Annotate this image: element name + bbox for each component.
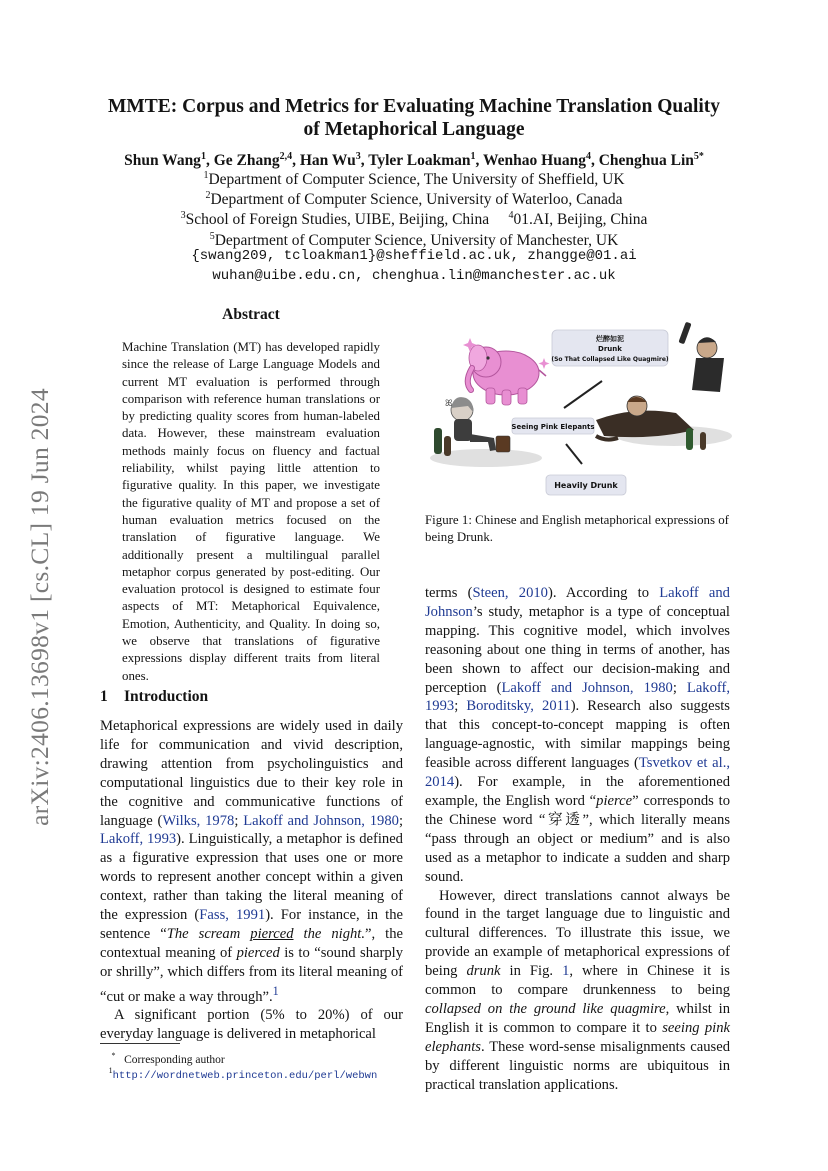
italic-phrase: collapsed on the ground like quagmire <box>425 1000 666 1017</box>
text-run: in Fig. <box>500 963 563 980</box>
citation-link[interactable]: Lakoff, 1993 <box>100 831 177 848</box>
text-run: ; <box>672 679 687 696</box>
footnote-ref[interactable]: 1 <box>272 983 279 998</box>
paper-title-line-1: MMTE: Corpus and Metrics for Evaluating Machine Translation Quality <box>107 96 721 117</box>
text-run: . These word-sense misalignments caused by different linguistic norms are ubiquitous in practical translation applications. <box>425 1038 730 1093</box>
citation-link[interactable]: Boroditsky, 2011 <box>466 698 571 715</box>
pink-elephants-label: Seeing Pink Elepants <box>511 423 595 431</box>
footnote-mark: 1 <box>108 1066 113 1075</box>
footnote-url[interactable]: http://wordnetweb.princeton.edu/perl/webwn <box>112 1069 378 1082</box>
citation-link[interactable]: Fass, 1991 <box>199 907 266 924</box>
citation-link[interactable]: Lakoff, 1993 <box>425 679 730 715</box>
citation-link[interactable]: Tsvetkov et al., 2014 <box>425 755 730 791</box>
section-heading <box>100 688 208 706</box>
text-run: ). According to <box>547 585 660 601</box>
author-sup: 2,4 <box>279 151 293 162</box>
svg-text:ꕤ: ꕤ <box>445 399 453 409</box>
text-run: ’s study, metaphor is a type of conceptual mapping. This cognitive model, which involves reasoning about one thing in terms of another, has been shown to affect our decision-making and perception ( <box>425 603 730 696</box>
figure-ref-link[interactable]: 1 <box>562 963 570 980</box>
citation-link[interactable]: Lakoff and Johnson, 1980 <box>243 812 399 829</box>
abstract-paragraph: Machine Translation (MT) has developed rapidly since the release of Large Language Models and current MT evaluation is performed through comparison with reference human translations or by predicting quality scores from human-labeled data. However, these mainstream evaluation methods mainly focus on fluency and factual reliability, whilst paying little attention to figurative quality. In this paper, we investigate the figurative quality of MT and propose a set of human evaluation metrics focused on the translation of figurative language. We additionally present a multilingual parallel metaphor corpus generated by post-editing. Our evaluation protocol is designed to estimate four aspects of MT: Metaphorical Equivalence, Emotion, Authenticity, and Quality. In doing so, we observe that translations of figurative expressions display different traits from literal ones. <box>122 340 380 683</box>
text-run: ). Linguistically, a metaphor is defined as a figurative expression that uses one or more words to represent another concept within a given context, rather than taking the literal meaning of the expression ( <box>100 831 403 924</box>
author: Shun Wang <box>124 152 201 170</box>
italic-word: pierced <box>236 944 280 961</box>
author-sup: 1 <box>470 151 476 162</box>
arrow-line <box>564 381 602 408</box>
text-run: terms ( <box>425 585 473 601</box>
arrow-line <box>566 444 582 464</box>
section-number: 1 <box>100 688 108 705</box>
author-sup: 3 <box>355 151 361 162</box>
text-run: ). For example, in the aforementioned example, the English word “ <box>425 774 730 809</box>
author: Chenghua Lin <box>598 152 694 170</box>
text-run: ; <box>398 812 404 829</box>
affiliation-sup: 2 <box>205 190 211 201</box>
quagmire-label: (So That Collapsed Like Quagmire) <box>551 356 669 363</box>
heavily-drunk-label-box <box>546 475 626 495</box>
email-line[interactable]: wuhan@uibe.edu.cn, chenghua.lin@manchester.ac.uk <box>212 268 616 284</box>
chinese-idiom-label: 烂醉如泥 <box>596 335 624 343</box>
pink-elephants-label-box <box>511 418 594 434</box>
affiliation-sup: 5 <box>209 231 215 242</box>
figure-1-illustration <box>424 318 732 504</box>
text-run: ; <box>234 812 244 829</box>
affiliation-text: Department of Computer Science, University of Manchester, UK <box>214 232 619 250</box>
paper-title-line-2: of Metaphorical Language <box>303 119 525 140</box>
footnote <box>100 1064 377 1083</box>
author: Wenhao Huang <box>483 152 586 170</box>
section-title: Introduction <box>124 688 209 705</box>
seated-drunk-girl-drawing <box>434 397 510 456</box>
arxiv-sidebar-stamp <box>22 372 58 842</box>
abstract-text <box>122 339 380 685</box>
citation-link[interactable]: Lakoff and Johnson, 1980 <box>501 679 673 696</box>
affiliation <box>96 206 732 229</box>
text-run: , whilst in English it is common to compare it to <box>425 1000 730 1036</box>
citation-link[interactable]: Lakoff and Johnson <box>425 585 730 620</box>
intro-paragraph-2: A significant portion (5% to 20%) of our everyday language is delivered in metaphorical <box>100 1007 403 1043</box>
author: Han Wu <box>299 152 356 170</box>
citation-link[interactable]: Wilks, 1978 <box>162 812 235 829</box>
affiliation-text: Department of Computer Science, University of Waterloo, Canada <box>210 191 623 209</box>
text-run: Metaphorical expressions are widely used in daily life for communication and vivid description, drawing attention from psycholinguistics and computational linguistics due to their key role in the cognitive and communicative functions of language ( <box>100 718 403 829</box>
footnote-rule <box>100 1043 180 1044</box>
footnote-mark: * <box>111 1051 116 1060</box>
affiliation-text: 01.AI, Beijing, China <box>513 211 648 229</box>
affiliation-sup: 4 <box>508 210 514 221</box>
heavily-drunk-label: Heavily Drunk <box>554 481 618 490</box>
drunk-label: Drunk <box>598 345 622 353</box>
abstract-heading: Abstract <box>222 306 280 323</box>
drunk-label-box <box>551 330 669 366</box>
text-run: ”, the contextual meaning of <box>100 925 403 961</box>
text-run: ” corresponds to the Chinese word “穿透”, which literally means “pass through an object or medium” and is also used as a metaphor to indicate a sudden and sharp sound. <box>425 792 730 885</box>
text-run: The scream <box>166 925 251 942</box>
author: Tyler Loakman <box>368 152 471 170</box>
author-list: Shun Wang$^1$, Ge Zhang$^{2,4}$, Han Wu$^3$, Tyler Loakman$^1$, Wenhao Huang$^4$, Chenghua Lin$^{5*}$ <box>124 151 704 170</box>
author-sup: 5* <box>693 151 704 162</box>
text-run: ; <box>454 698 467 715</box>
affiliation-sup: 1 <box>203 170 209 181</box>
affiliation-text: School of Foreign Studies, UIBE, Beijing, China <box>185 211 490 229</box>
text-run: is to “sound sharply or shrilly”, which differs from its literal meaning of “cut or make a way through”. <box>100 944 403 1005</box>
figure-caption: Figure 1: Chinese and English metaphorical expressions of being Drunk. <box>425 513 729 544</box>
text-run: , where in Chinese it is common to compare drunkenness to being <box>425 963 730 999</box>
text-run: However, direct translations cannot always be found in the target language due to linguistic and cultural differences. To illustrate this issue, we provide an example of metaphorical expressions of being <box>425 887 730 980</box>
arxiv-id: arXiv:2406.13698v1 [cs.CL] 19 Jun 2024 <box>25 388 54 826</box>
right-paragraph-1 <box>425 584 730 887</box>
italic-phrase: seeing pink elephants <box>425 1019 730 1055</box>
affiliation-text: Department of Computer Science, The University of Sheffield, UK <box>208 171 625 189</box>
author-sup: 1 <box>200 151 206 162</box>
author: Ge Zhang <box>213 152 280 170</box>
intro-paragraph-1 <box>100 717 403 1006</box>
left-column-body <box>100 717 403 1044</box>
email-line[interactable]: {swang209, tcloakman1}@sheffield.ac.uk, zhangge@01.ai <box>191 248 637 264</box>
author-sup: 4 <box>585 151 591 162</box>
text-run: ). Research also suggests that this concept-to-concept mapping is often language-agnostic, with similar mappings being feasible across different languages ( <box>425 698 730 772</box>
example-sentence <box>167 926 365 942</box>
example-word: pierced <box>250 925 294 942</box>
italic-word: pierce <box>596 792 633 809</box>
text-run: ). For instance, in the sentence “ <box>100 907 403 942</box>
right-paragraph-2 <box>425 887 730 1095</box>
citation-link[interactable]: Steen, 2010 <box>472 585 548 601</box>
italic-word: drunk <box>466 963 501 980</box>
footnote-text: Corresponding author <box>124 1053 225 1066</box>
text-run: the night. <box>293 925 366 942</box>
pink-elephant-drawing <box>468 345 546 405</box>
right-column-body <box>425 584 730 1094</box>
affiliation-sup: 3 <box>180 210 186 221</box>
